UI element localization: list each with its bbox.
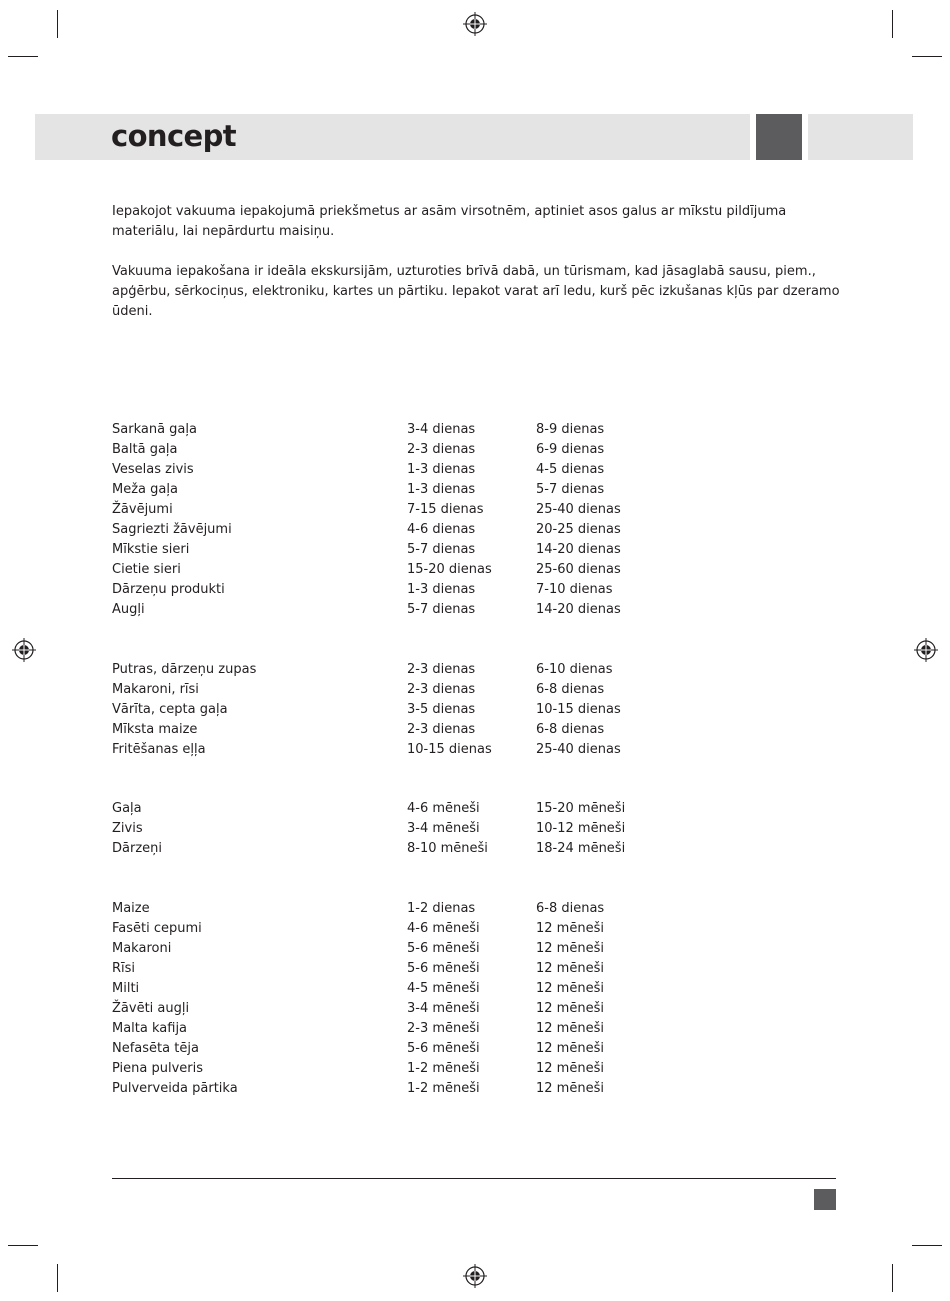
standard-storage-cell: 2-3 mēneši [407,1020,480,1036]
food-name-cell: Veselas zivis [112,461,194,477]
vacuum-storage-cell: 6-8 dienas [536,901,605,916]
standard-storage-cell: 15-20 dienas [407,561,492,577]
standard-storage-cell: 1-3 dienas [407,461,476,477]
vacuum-storage-cell: 4-5 dienas [536,461,605,477]
food-name-cell: Dārzeņi [112,840,162,856]
standard-storage-cell: 10-15 dienas [407,741,492,757]
vacuum-storage-cell: 10-12 mēneši [536,820,626,836]
standard-storage-cell: 8-10 mēneši [407,840,488,856]
food-name-cell: Rīsi [112,960,136,976]
food-name-cell: Mīkstie sieri [112,541,190,557]
footer-rule [112,1178,836,1179]
table-row [112,680,712,700]
crop-mark [892,1264,893,1292]
vacuum-storage-cell: 6-8 dienas [536,681,605,697]
standard-storage-cell: 3-4 dienas [407,422,476,437]
crop-mark [892,10,893,38]
vacuum-storage-cell: 20-25 dienas [536,521,621,537]
vacuum-storage-cell: 8-9 dienas [536,422,605,437]
table-row [112,480,712,500]
header-accent-block [756,114,802,160]
crop-mark [912,1245,942,1246]
vacuum-storage-cell: 15-20 mēneši [536,801,626,816]
standard-storage-cell: 3-5 dienas [407,701,476,717]
vacuum-storage-cell: 12 mēneši [536,980,604,996]
table-row [112,939,712,959]
standard-storage-cell: 5-6 mēneši [407,960,480,976]
food-name-cell: Fritēšanas eļļa [112,741,206,757]
crop-mark [8,1245,38,1246]
registration-mark-icon [463,1264,487,1288]
food-name-cell: Zivis [112,820,143,836]
standard-storage-cell: 3-4 mēneši [407,1000,480,1016]
table-row [112,460,712,480]
standard-storage-cell: 1-3 dienas [407,581,476,597]
standard-storage-cell: 4-6 mēneši [407,920,480,936]
table-row [112,560,712,580]
vacuum-storage-cell: 12 mēneši [536,1000,604,1016]
food-name-cell: Žāvējumi [112,501,173,517]
registration-mark-icon [914,638,938,662]
food-name-cell: Makaroni, rīsi [112,681,199,697]
food-name-cell: Pulverveida pārtika [112,1080,238,1096]
page-marker [814,1189,836,1210]
intro-paragraph-2: Vakuuma iepakošana ir ideāla ekskursijām, uzturoties brīvā dabā, un tūrismam, kad jāsaglabā sausu, piem., apģērbu, sērkociņus, elektroniku, kartes un pārtiku. Iepakot varat arī ledu, kurš pēc izkušanas kļūs par dzeramo ūdeni. [112,264,840,319]
food-name-cell: Meža gaļa [112,481,178,497]
vacuum-storage-cell: 12 mēneši [536,940,604,956]
standard-storage-cell: 2-3 dienas [407,721,476,737]
food-name-cell: Sagriezti žāvējumi [112,521,232,537]
food-name-cell: Piena pulveris [112,1060,204,1076]
vacuum-storage-cell: 12 mēneši [536,1040,604,1056]
food-name-cell: Makaroni [112,940,172,956]
table-row [112,819,712,839]
standard-storage-cell: 5-7 dienas [407,601,476,617]
standard-storage-cell: 1-2 mēneši [407,1080,480,1096]
vacuum-storage-cell: 14-20 dienas [536,601,621,617]
vacuum-storage-cell: 12 mēneši [536,920,604,936]
vacuum-storage-cell: 5-7 dienas [536,481,605,497]
food-name-cell: Nefasēta tēja [112,1040,199,1056]
food-name-cell: Milti [112,980,140,996]
vacuum-storage-cell: 14-20 dienas [536,541,621,557]
table-row [112,839,712,859]
table-row [112,600,712,620]
registration-mark-icon [12,638,36,662]
food-name-cell: Malta kafija [112,1020,188,1036]
food-name-cell: Mīksta maize [112,721,198,737]
table-row [112,700,712,720]
table-row [112,1079,712,1099]
vacuum-storage-cell: 6-9 dienas [536,441,605,457]
vacuum-storage-cell: 25-40 dienas [536,501,621,517]
food-name-cell: Dārzeņu produkti [112,581,225,597]
standard-storage-cell: 1-2 mēneši [407,1060,480,1076]
vacuum-storage-cell: 25-40 dienas [536,741,621,757]
standard-storage-cell: 3-4 mēneši [407,820,480,836]
crop-mark [8,56,38,57]
intro-paragraph-1: Iepakojot vakuuma iepakojumā priekšmetus ar asām virsotnēm, aptiniet asos galus ar mīkstu pildījuma materiālu, lai nepārdurtu maisiņu. [112,204,787,239]
table-row [112,540,712,560]
vacuum-storage-cell: 6-8 dienas [536,721,605,737]
food-name-cell: Žāvēti augļi [112,1000,190,1016]
standard-storage-cell: 4-6 dienas [407,521,476,537]
table-row [112,919,712,939]
standard-storage-cell: 4-5 mēneši [407,980,480,996]
food-name-cell: Fasēti cepumi [112,920,202,936]
food-name-cell: Augļi [112,601,145,617]
crop-mark [57,10,58,38]
table-row [112,500,712,520]
standard-storage-cell: 1-2 dienas [407,901,476,916]
standard-storage-cell: 2-3 dienas [407,441,476,457]
standard-storage-cell: 1-3 dienas [407,481,476,497]
table-row [112,580,712,600]
standard-storage-cell: 2-3 dienas [407,662,476,677]
vacuum-storage-cell: 12 mēneši [536,1060,604,1076]
vacuum-storage-cell: 7-10 dienas [536,581,613,597]
standard-storage-cell: 5-7 dienas [407,541,476,557]
table-row [112,520,712,540]
vacuum-storage-cell: 12 mēneši [536,1080,604,1096]
standard-storage-cell: 2-3 dienas [407,681,476,697]
food-name-cell: Vārīta, cepta gaļa [112,701,228,717]
table-row [112,660,712,680]
table-row [112,420,712,440]
standard-storage-cell: 7-15 dienas [407,501,484,517]
food-name-cell: Cietie sieri [112,561,181,577]
standard-storage-cell: 4-6 mēneši [407,801,480,816]
table-row [112,979,712,999]
table-row [112,1039,712,1059]
vacuum-storage-cell: 12 mēneši [536,960,604,976]
table-row [112,959,712,979]
vacuum-storage-cell: 6-10 dienas [536,662,613,677]
food-name-cell: Putras, dārzeņu zupas [112,662,257,677]
brand-logo: concept [111,119,237,153]
food-name-cell: Gaļa [112,801,142,816]
food-name-cell: Sarkanā gaļa [112,422,197,437]
table-row [112,1019,712,1039]
table-row [112,440,712,460]
crop-mark [57,1264,58,1292]
table-row [112,999,712,1019]
table-row [112,740,712,760]
food-name-cell: Baltā gaļa [112,441,178,457]
table-row [112,720,712,740]
registration-mark-icon [463,12,487,36]
standard-storage-cell: 5-6 mēneši [407,1040,480,1056]
vacuum-storage-cell: 25-60 dienas [536,561,621,577]
header-band-right [808,114,913,160]
vacuum-storage-cell: 12 mēneši [536,1020,604,1036]
standard-storage-cell: 5-6 mēneši [407,940,480,956]
crop-mark [912,56,942,57]
table-row [112,799,712,819]
vacuum-storage-cell: 10-15 dienas [536,701,621,717]
food-name-cell: Maize [112,901,150,916]
table-row [112,899,712,919]
table-row [112,1059,712,1079]
vacuum-storage-cell: 18-24 mēneši [536,840,626,856]
